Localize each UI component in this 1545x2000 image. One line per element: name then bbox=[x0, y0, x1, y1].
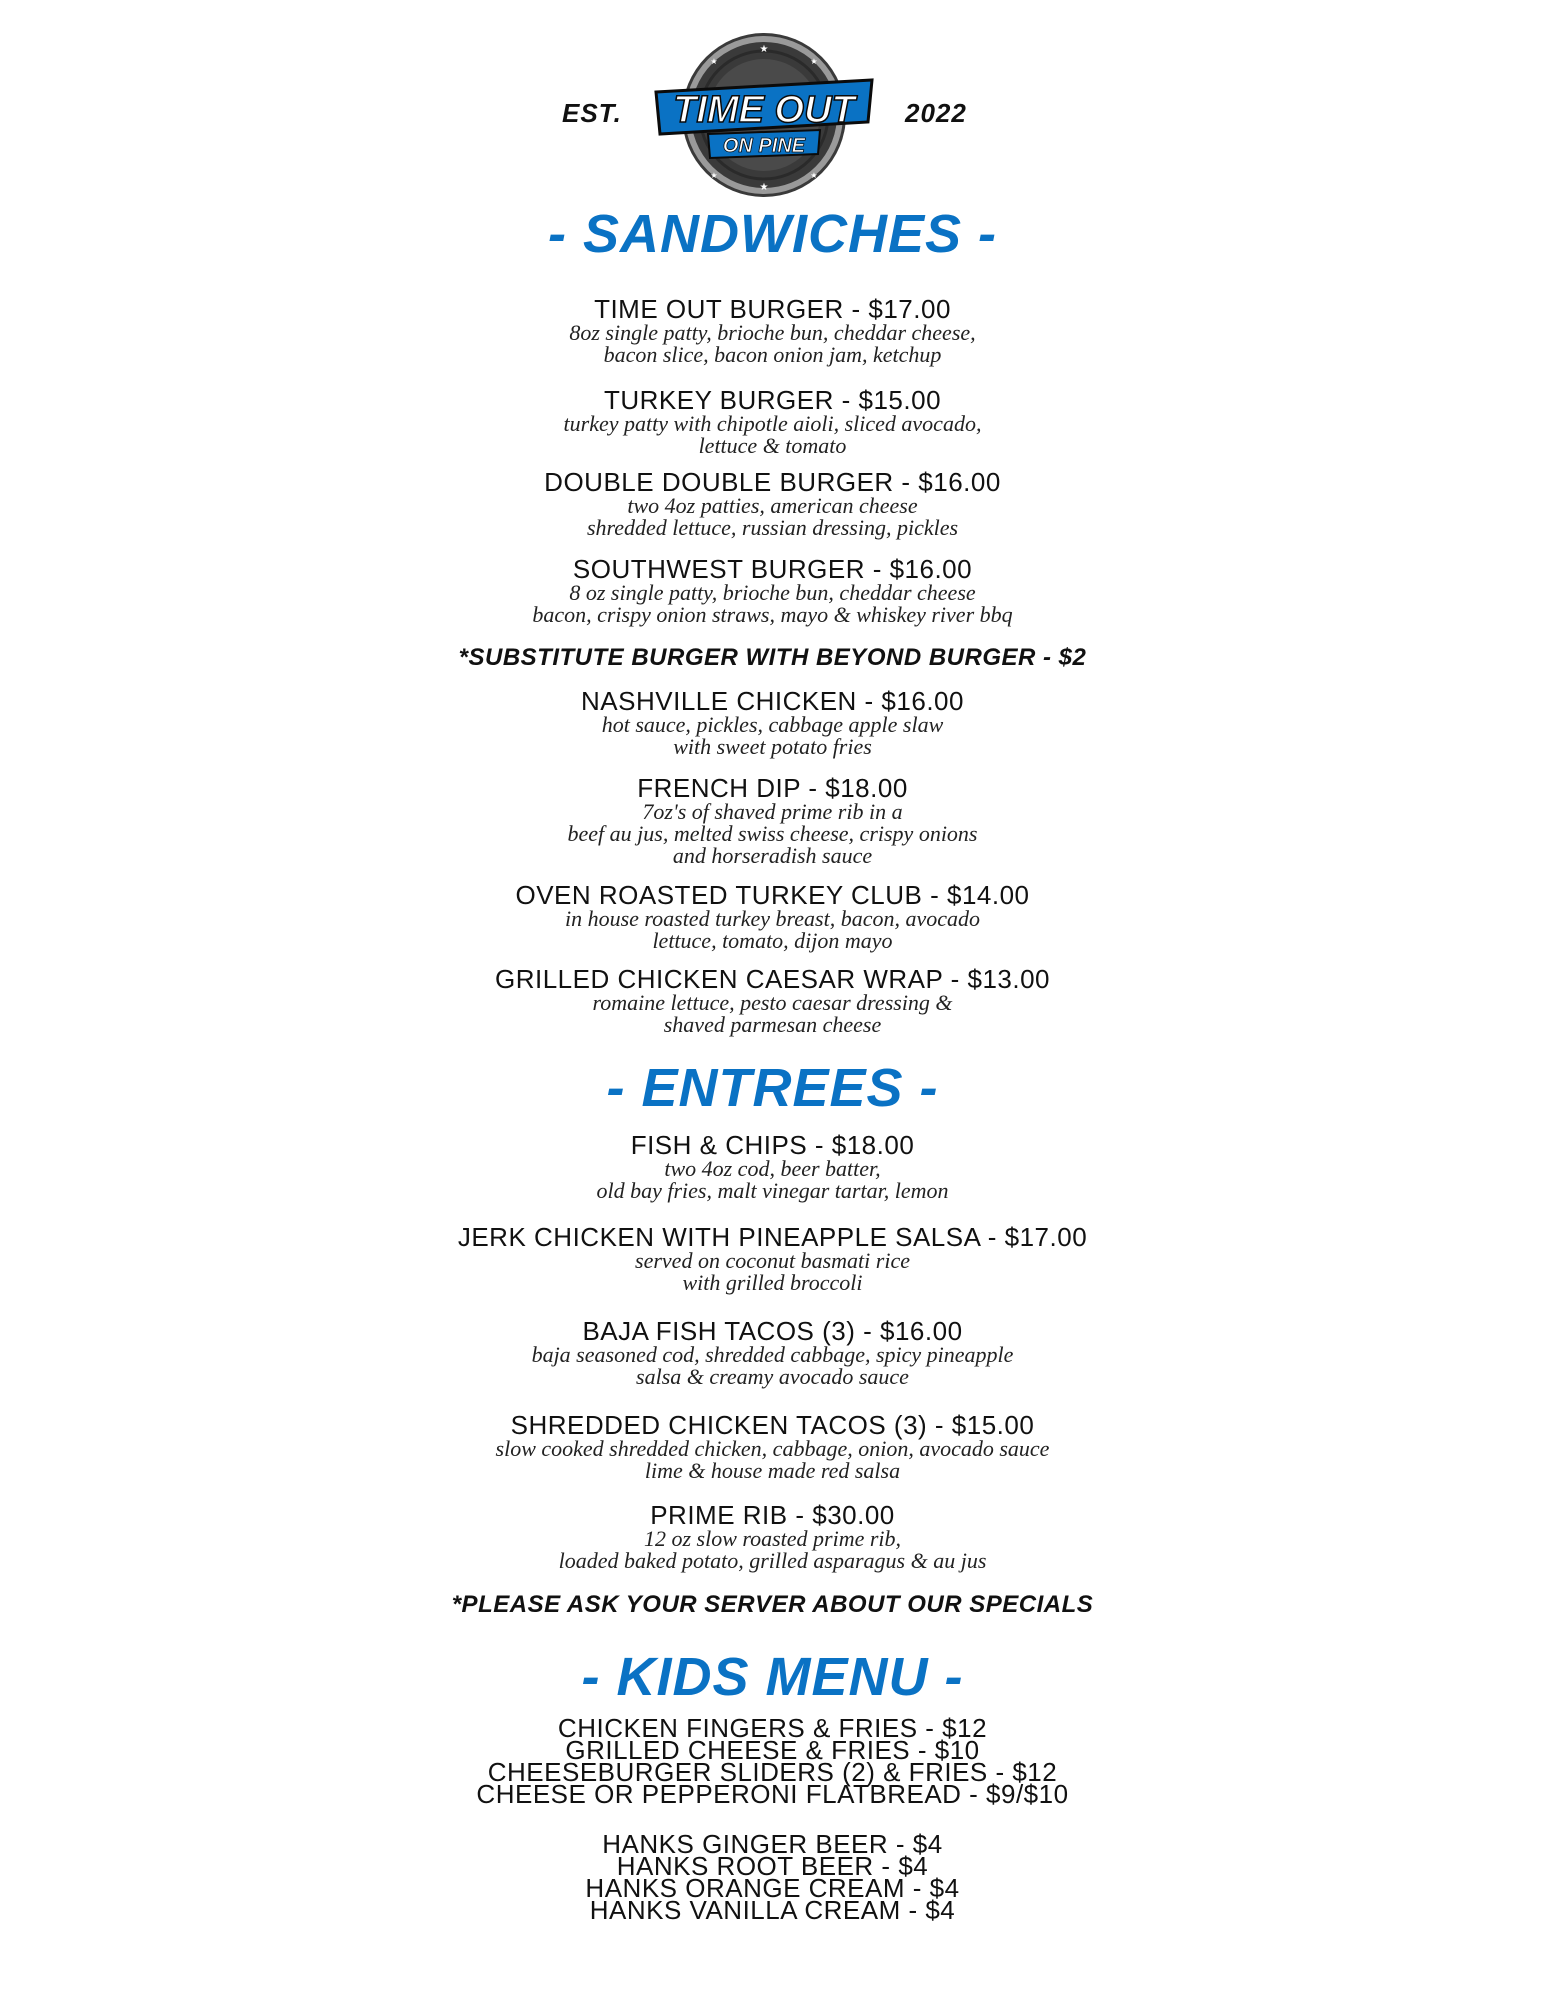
menu-item bbox=[0, 966, 1545, 1036]
item-name: JERK CHICKEN WITH PINEAPPLE SALSA - $17.00 bbox=[457, 1222, 1088, 1252]
item-name: FISH & CHIPS - $18.00 bbox=[630, 1130, 915, 1160]
item-description: with sweet potato fries bbox=[673, 734, 872, 759]
menu-item bbox=[0, 775, 1545, 867]
item-description: bacon, crispy onion straws, mayo & whiskey river bbq bbox=[532, 602, 1013, 627]
item-description: shredded lettuce, russian dressing, pickles bbox=[586, 515, 959, 540]
item-description: 12 oz slow roasted prime rib, bbox=[643, 1526, 902, 1551]
specials-note: *PLEASE ASK YOUR SERVER ABOUT OUR SPECIALS bbox=[451, 1591, 1094, 1618]
item-name: PRIME RIB - $30.00 bbox=[650, 1500, 895, 1530]
drink-item: HANKS ROOT BEER - $4 bbox=[616, 1851, 929, 1881]
item-description: lime & house made red salsa bbox=[644, 1458, 901, 1483]
item-description: beef au jus, melted swiss cheese, crispy onions bbox=[567, 821, 978, 846]
time-out-on-pine-logo bbox=[648, 30, 880, 200]
item-description: turkey patty with chipotle aioli, sliced avocado, bbox=[563, 411, 982, 436]
drink-item: HANKS VANILLA CREAM - $4 bbox=[589, 1895, 956, 1925]
menu-item bbox=[0, 688, 1545, 758]
menu-item bbox=[0, 882, 1545, 952]
svg-text:★: ★ bbox=[810, 171, 818, 180]
item-name: TIME OUT BURGER - $17.00 bbox=[594, 294, 951, 324]
est-year: 2022 bbox=[905, 98, 967, 128]
est-label: EST. bbox=[562, 98, 622, 128]
kids-item: CHEESEBURGER SLIDERS (2) & FRIES - $12 bbox=[487, 1757, 1058, 1787]
item-description: bacon slice, bacon onion jam, ketchup bbox=[603, 342, 942, 367]
item-description: loaded baked potato, grilled asparagus & au jus bbox=[558, 1548, 987, 1573]
item-description: 7oz's of shaved prime rib in a bbox=[642, 799, 903, 824]
item-description: two 4oz cod, beer batter, bbox=[664, 1156, 881, 1181]
drink-item: HANKS GINGER BEER - $4 bbox=[602, 1829, 943, 1859]
kids-item: CHEESE OR PEPPERONI FLATBREAD - $9/$10 bbox=[476, 1779, 1069, 1809]
item-description: romaine lettuce, pesto caesar dressing & bbox=[592, 990, 953, 1015]
drink-items bbox=[0, 1829, 1545, 1925]
item-description: shaved parmesan cheese bbox=[663, 1012, 882, 1037]
item-description: 8oz single patty, brioche bun, cheddar cheese, bbox=[569, 320, 976, 345]
kids-items bbox=[0, 1713, 1545, 1809]
item-description: baja seasoned cod, shredded cabbage, spicy pineapple bbox=[531, 1342, 1014, 1367]
menu-item bbox=[0, 1502, 1545, 1572]
menu-item bbox=[0, 296, 1545, 366]
svg-text:★: ★ bbox=[710, 57, 718, 66]
section-title-kids: - KIDS MENU - bbox=[581, 1647, 964, 1707]
kids-item: GRILLED CHEESE & FRIES - $10 bbox=[565, 1735, 980, 1765]
item-description: with grilled broccoli bbox=[682, 1270, 863, 1295]
item-name: DOUBLE DOUBLE BURGER - $16.00 bbox=[544, 467, 1001, 497]
item-name: GRILLED CHICKEN CAESAR WRAP - $13.00 bbox=[494, 964, 1051, 994]
item-description: salsa & creamy avocado sauce bbox=[636, 1364, 909, 1389]
item-name: OVEN ROASTED TURKEY CLUB - $14.00 bbox=[515, 880, 1030, 910]
svg-text:★: ★ bbox=[759, 44, 769, 55]
item-description: lettuce, tomato, dijon mayo bbox=[652, 928, 893, 953]
menu-item bbox=[0, 469, 1545, 539]
item-description: 8 oz single patty, brioche bun, cheddar cheese bbox=[569, 580, 976, 605]
item-name: FRENCH DIP - $18.00 bbox=[637, 773, 908, 803]
item-description: in house roasted turkey breast, bacon, avocado bbox=[564, 906, 981, 931]
item-name: SOUTHWEST BURGER - $16.00 bbox=[572, 554, 973, 584]
item-name: NASHVILLE CHICKEN - $16.00 bbox=[581, 686, 964, 716]
item-description: served on coconut basmati rice bbox=[635, 1248, 910, 1273]
item-name: TURKEY BURGER - $15.00 bbox=[603, 385, 942, 415]
item-description: lettuce & tomato bbox=[698, 433, 847, 458]
logo-text-main: TIME OUT bbox=[673, 89, 855, 131]
item-description: hot sauce, pickles, cabbage apple slaw bbox=[601, 712, 944, 737]
menu-item bbox=[0, 556, 1545, 626]
item-description: slow cooked shredded chicken, cabbage, onion, avocado sauce bbox=[495, 1436, 1050, 1461]
svg-text:★: ★ bbox=[810, 57, 818, 66]
svg-text:★: ★ bbox=[759, 182, 769, 193]
section-title-sandwiches: - SANDWICHES - bbox=[548, 204, 997, 264]
menu-item bbox=[0, 1224, 1545, 1294]
drink-item: HANKS ORANGE CREAM - $4 bbox=[585, 1873, 960, 1903]
section-title-entrees: - ENTREES - bbox=[606, 1058, 939, 1118]
item-description: two 4oz patties, american cheese bbox=[627, 493, 918, 518]
menu-item bbox=[0, 1132, 1545, 1202]
svg-text:★: ★ bbox=[710, 171, 718, 180]
substitute-note: *SUBSTITUTE BURGER WITH BEYOND BURGER - $2 bbox=[458, 644, 1087, 671]
item-name: SHREDDED CHICKEN TACOS (3) - $15.00 bbox=[510, 1410, 1035, 1440]
menu-item bbox=[0, 1412, 1545, 1482]
kids-item: CHICKEN FINGERS & FRIES - $12 bbox=[557, 1713, 988, 1743]
menu-item bbox=[0, 1318, 1545, 1388]
menu-item bbox=[0, 387, 1545, 457]
logo-text-sub: ON PINE bbox=[722, 135, 806, 157]
item-name: BAJA FISH TACOS (3) - $16.00 bbox=[582, 1316, 963, 1346]
item-description: old bay fries, malt vinegar tartar, lemon bbox=[596, 1178, 949, 1203]
item-description: and horseradish sauce bbox=[672, 843, 873, 868]
